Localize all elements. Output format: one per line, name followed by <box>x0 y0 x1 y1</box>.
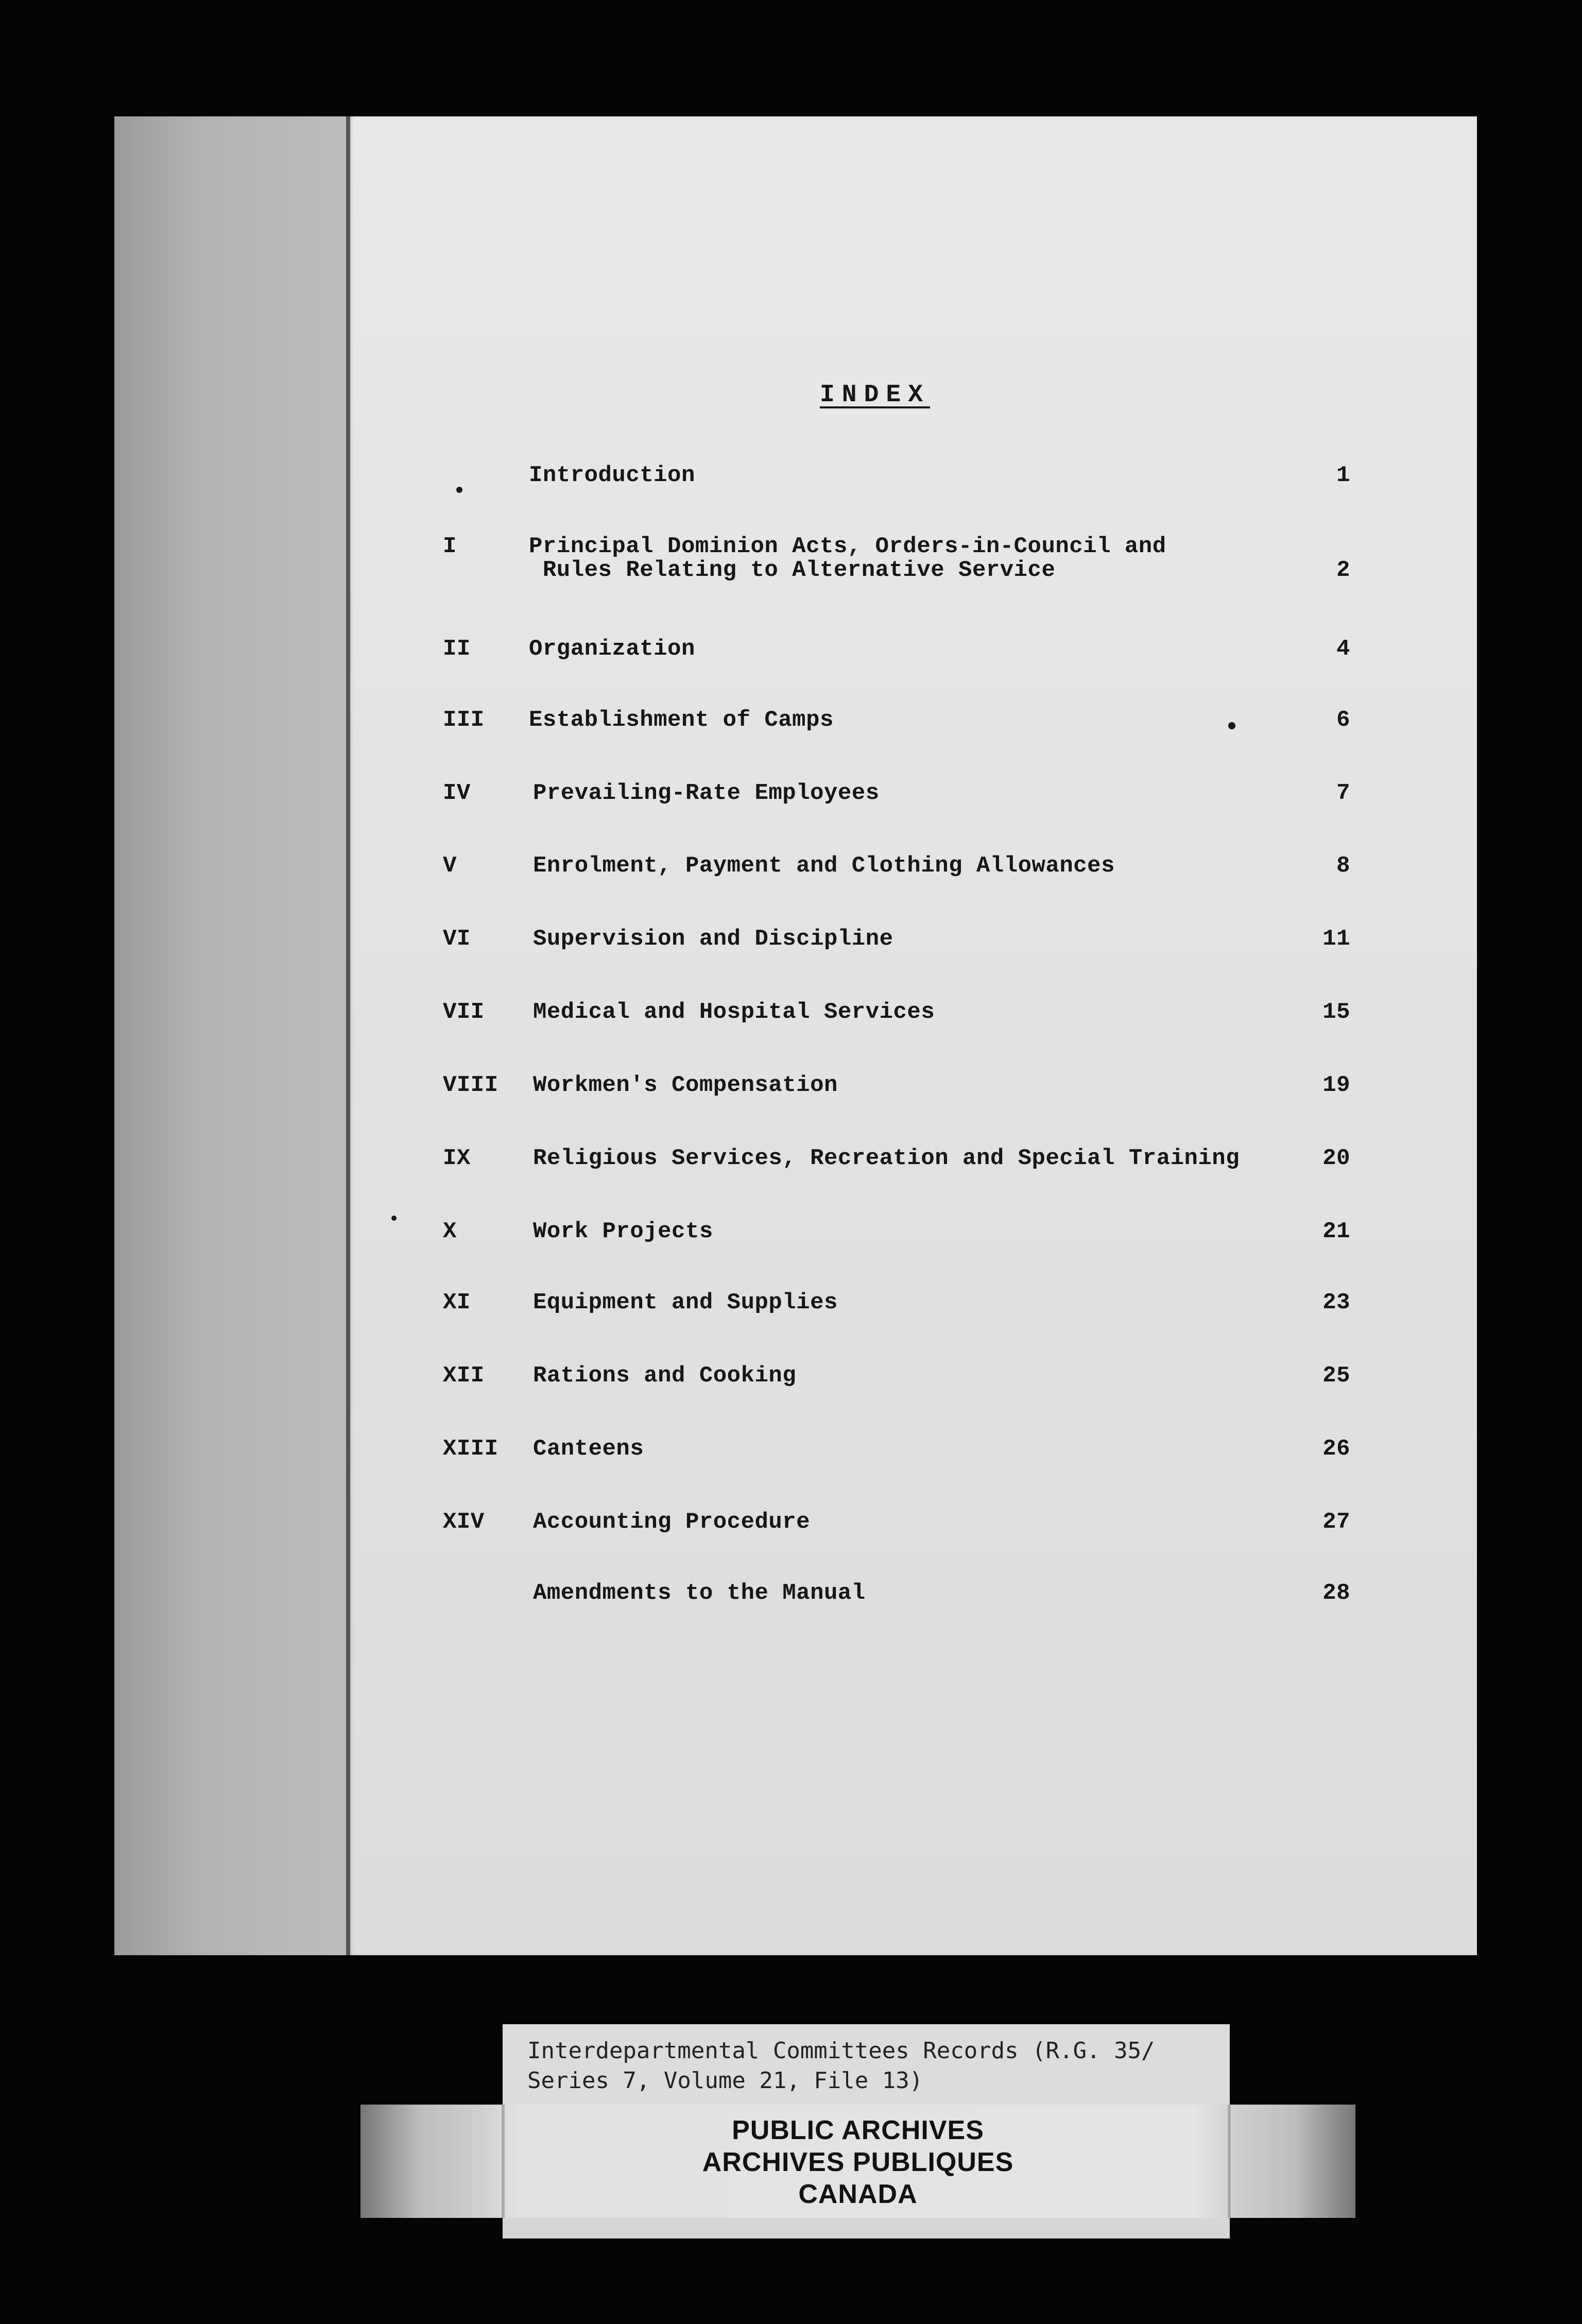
entry-numeral: XII <box>443 1363 485 1389</box>
entry-page-number: 25 <box>1322 1363 1350 1389</box>
entry-page-number: 7 <box>1336 780 1350 806</box>
record-line-1: Interdepartmental Committees Records (R.G. 35/ <box>527 2038 1155 2064</box>
entry-title: Introduction <box>529 463 695 488</box>
record-label <box>503 2024 1230 2106</box>
entry-page-number: 20 <box>1322 1146 1350 1171</box>
speck <box>1228 722 1235 729</box>
entry-title: Religious Services, Recreation and Special Training <box>533 1146 1240 1171</box>
entry-page-number: 15 <box>1322 999 1350 1025</box>
entry-page-number: 1 <box>1336 463 1350 488</box>
entry-title: Work Projects <box>533 1219 713 1244</box>
entry-numeral: VII <box>443 999 485 1025</box>
entry-title: Rules Relating to Alternative Service <box>529 557 1056 583</box>
entry-numeral: IV <box>443 780 471 806</box>
stamp-line-3: CANADA <box>798 2179 918 2209</box>
entry-numeral: VI <box>443 926 471 952</box>
entry-title: Prevailing-Rate Employees <box>533 780 880 806</box>
index-title: INDEX <box>820 381 931 409</box>
entry-title: Principal Dominion Acts, Orders-in-Council and <box>529 534 1166 559</box>
record-line-2: Series 7, Volume 21, File 13) <box>527 2067 923 2094</box>
entry-page-number: 4 <box>1336 636 1350 662</box>
entry-title: Organization <box>529 636 695 662</box>
entry-title: Workmen's Compensation <box>533 1072 838 1098</box>
entry-title: Amendments to the Manual <box>533 1580 866 1606</box>
entry-page-number: 27 <box>1322 1509 1350 1535</box>
entry-page-number: 2 <box>1336 557 1350 583</box>
entry-title: Establishment of Camps <box>529 707 834 733</box>
entry-title: Rations and Cooking <box>533 1363 797 1389</box>
stamp-line-2: ARCHIVES PUBLIQUES <box>702 2147 1014 2177</box>
entry-numeral: IX <box>443 1146 471 1171</box>
entry-numeral: XIV <box>443 1509 485 1535</box>
entry-page-number: 21 <box>1322 1219 1350 1244</box>
entry-numeral: V <box>443 853 457 879</box>
entry-page-number: 19 <box>1322 1072 1350 1098</box>
entry-numeral: III <box>443 707 485 733</box>
entry-numeral: VIII <box>443 1072 498 1098</box>
entry-numeral: X <box>443 1219 457 1244</box>
entry-numeral: XI <box>443 1290 471 1315</box>
entry-page-number: 23 <box>1322 1290 1350 1315</box>
entry-numeral: XIII <box>443 1436 498 1462</box>
stamp-line-1: PUBLIC ARCHIVES <box>732 2115 984 2145</box>
entry-title: Medical and Hospital Services <box>533 999 935 1025</box>
entry-page-number: 8 <box>1336 853 1350 879</box>
entry-numeral: II <box>443 636 471 662</box>
entry-page-number: 11 <box>1322 926 1350 952</box>
underlying-page-edge <box>114 116 351 1955</box>
entry-page-number: 26 <box>1322 1436 1350 1462</box>
archives-stamp <box>360 2105 1355 2218</box>
entry-title: Supervision and Discipline <box>533 926 893 952</box>
speck <box>456 487 462 493</box>
label-bottom-edge <box>503 2218 1230 2238</box>
entry-page-number: 28 <box>1322 1580 1350 1606</box>
speck <box>391 1216 397 1221</box>
entry-page-number: 6 <box>1336 707 1350 733</box>
entry-title: Canteens <box>533 1436 644 1462</box>
entry-title: Enrolment, Payment and Clothing Allowances <box>533 853 1115 879</box>
entry-title: Equipment and Supplies <box>533 1290 838 1315</box>
entry-title: Accounting Procedure <box>533 1509 811 1535</box>
entry-numeral: I <box>443 534 457 559</box>
